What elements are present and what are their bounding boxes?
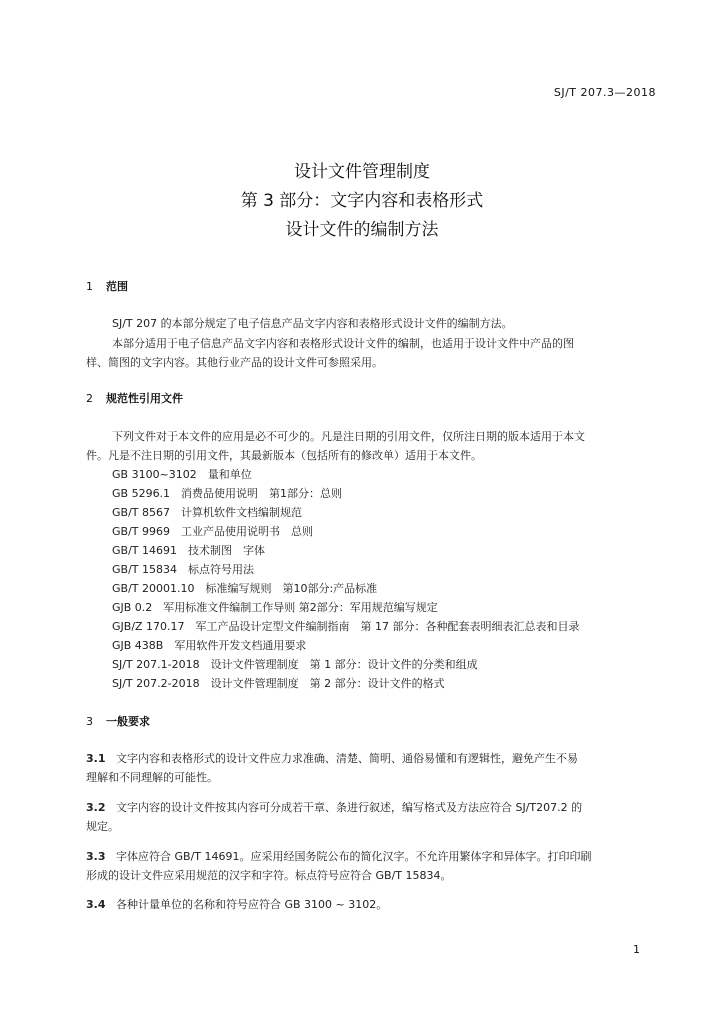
section-title: 一般要求 <box>106 715 150 728</box>
reference-item: SJ/T 207.1-2018 设计文件管理制度 第 1 部分：设计文件的分类和组成 <box>112 658 478 671</box>
section-2-heading <box>86 390 183 406</box>
clause-3-3-line-2: 形成的设计文件应采用规范的汉字和字符。标点符号应符合 GB/T 15834。 <box>86 869 452 882</box>
section-2-intro-1: 下列文件对于本文件的应用是必不可少的。凡是注日期的引用文件，仅所注日期的版本适用于本文 <box>112 430 585 443</box>
clause-text: 各种计量单位的名称和符号应符合 GB 3100 ~ 3102。 <box>116 898 388 911</box>
reference-item: SJ/T 207.2-2018 设计文件管理制度 第 2 部分：设计文件的格式 <box>112 677 445 690</box>
title-line-2: 第 3 部分：文字内容和表格形式 <box>240 191 484 211</box>
clause-number: 3.1 <box>86 752 106 765</box>
reference-item: GJB/Z 170.17 军工产品设计定型文件编制指南 第 17 部分：各种配套表明细表汇总表和目录 <box>112 620 580 633</box>
reference-item: GB 3100~3102 量和单位 <box>112 468 252 481</box>
clause-number: 3.2 <box>86 801 106 814</box>
clause-number: 3.4 <box>86 898 106 911</box>
clause-number: 3.3 <box>86 850 106 863</box>
clause-3-1-line-1 <box>86 750 578 766</box>
clause-3-3-line-1 <box>86 848 591 864</box>
clause-3-2-line-1 <box>86 799 582 815</box>
section-1-line-1: SJ/T 207 的本部分规定了电子信息产品文字内容和表格形式设计文件的编制方法。 <box>112 317 513 330</box>
section-number: 2 <box>86 392 93 405</box>
section-2-intro-2: 件。凡是不注日期的引用文件，其最新版本（包括所有的修改单）适用于本文件。 <box>86 449 482 462</box>
reference-item: GJB 0.2 军用标准文件编制工作导则 第2部分：军用规范编写规定 <box>112 601 438 614</box>
clause-text: 字体应符合 GB/T 14691。应采用经国务院公布的简化汉字。不允许用繁体字和异体字。打印印刷 <box>116 850 592 863</box>
section-1-line-2: 本部分适用于电子信息产品文字内容和表格形式设计文件的编制，也适用于设计文件中产品的图 <box>112 337 574 350</box>
section-number: 3 <box>86 715 93 728</box>
reference-item: GB 5296.1 消费品使用说明 第1部分：总则 <box>112 487 343 500</box>
reference-item: GB/T 8567 计算机软件文档编制规范 <box>112 506 302 519</box>
title-line-1: 设计文件管理制度 <box>294 162 430 182</box>
section-1-heading <box>86 278 128 294</box>
reference-item: GB/T 9969 工业产品使用说明书 总则 <box>112 525 313 538</box>
clause-3-4-line-1 <box>86 896 387 912</box>
clause-3-1-line-2: 理解和不同理解的可能性。 <box>86 771 218 784</box>
section-title: 规范性引用文件 <box>106 392 183 405</box>
section-title: 范围 <box>106 280 128 293</box>
title-line-3: 设计文件的编制方法 <box>285 220 439 240</box>
section-3-heading <box>86 713 150 729</box>
clause-text: 文字内容和表格形式的设计文件应力求准确、清楚、简明、通俗易懂和有逻辑性，避免产生不易 <box>116 752 578 765</box>
clause-3-2-line-2: 规定。 <box>86 820 119 833</box>
page-number: 1 <box>633 943 640 956</box>
reference-item: GB/T 15834 标点符号用法 <box>112 563 254 576</box>
reference-item: GJB 438B 军用软件开发文档通用要求 <box>112 639 307 652</box>
section-number: 1 <box>86 280 93 293</box>
section-1-line-3: 样、简图的文字内容。其他行业产品的设计文件可参照采用。 <box>86 356 383 369</box>
reference-item: GB/T 14691 技术制图 字体 <box>112 544 265 557</box>
reference-item: GB/T 20001.10 标准编写规则 第10部分:产品标准 <box>112 582 378 595</box>
standard-code: SJ/T 207.3—2018 <box>553 86 656 99</box>
clause-text: 文字内容的设计文件按其内容可分成若干章、条进行叙述，编写格式及方法应符合 SJ/T207.2 的 <box>116 801 583 814</box>
document-title <box>0 158 724 245</box>
